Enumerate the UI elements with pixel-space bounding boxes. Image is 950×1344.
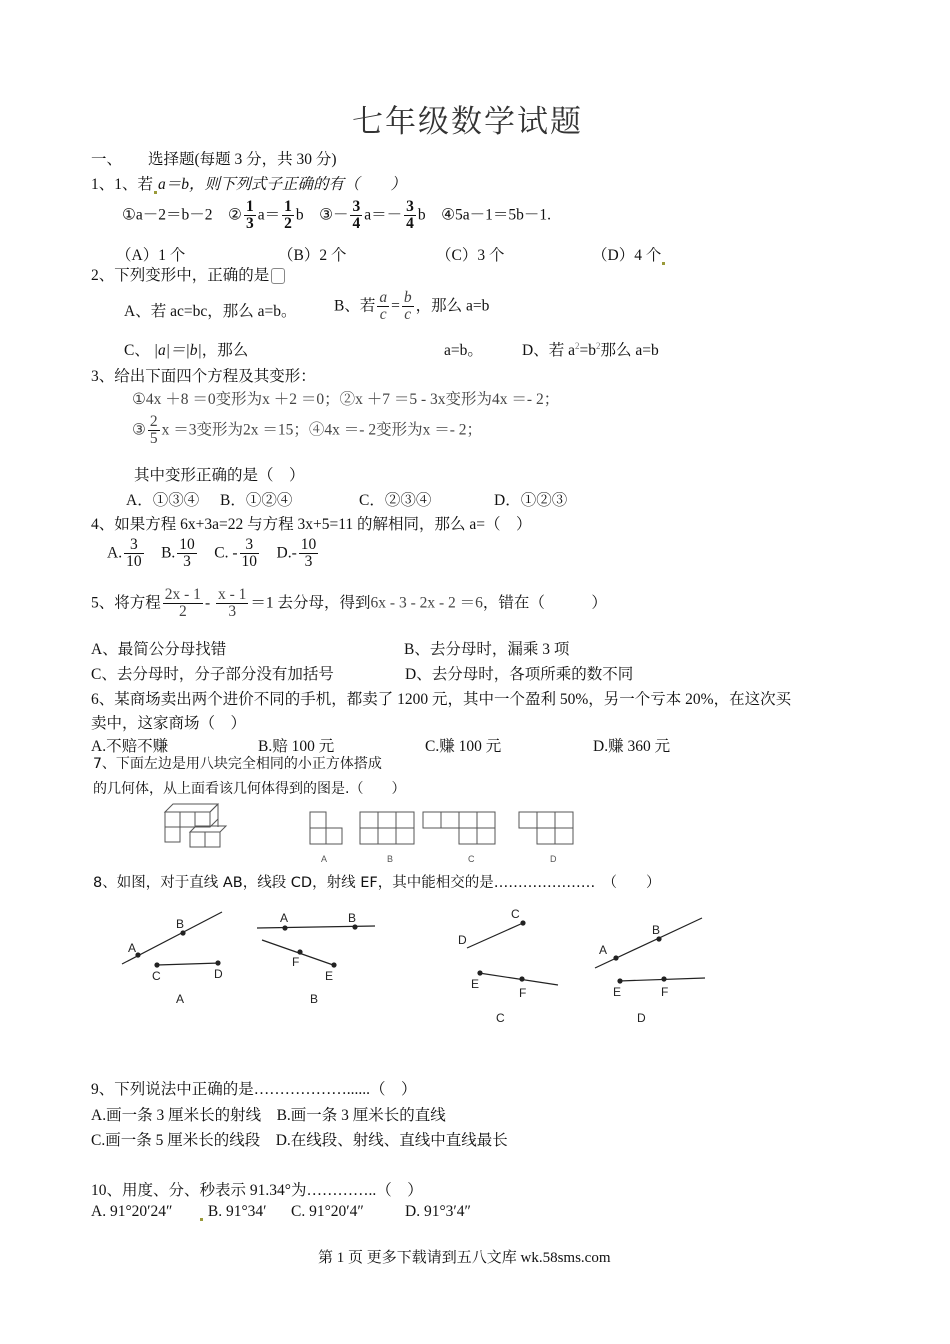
q2-option-d: D、若 $a^2=b^2$那么 a=b	[522, 340, 659, 359]
fig-a-point-b: B	[176, 917, 185, 931]
q3-choice-a: A．①③④	[126, 492, 200, 509]
fig-b-point-f: F	[292, 955, 300, 969]
q3-choice-c: C．②③④	[359, 492, 432, 509]
q3-stem: 3、给出下面四个方程及其变形：	[91, 368, 316, 385]
q7-label-d: D	[550, 854, 557, 864]
fig-c-point-d: D	[458, 933, 467, 947]
q9-stem: 9、下列说法中正确的是………………......（ ）	[91, 1081, 417, 1098]
fig-d-point-f: F	[661, 985, 669, 999]
q10-stem: 10、用度、分、秒表示 91.34°为…………..（ ）	[91, 1182, 423, 1199]
q6-choice-b: B.赔 100 元	[258, 738, 335, 755]
fig-d	[595, 918, 705, 1025]
q4-stem: 4、如果方程 6x+3a=22 与方程 3x+5=11 的解相同，那么 a=（ ）	[91, 516, 532, 533]
q1-choice-c: （C）3 个	[436, 247, 505, 264]
q1-choice-b: （B）2 个	[278, 247, 347, 264]
q1-stem: 1、1、若 a＝b，则下列式子正确的有（ ）	[91, 176, 407, 193]
fig-c-point-c: C	[511, 907, 520, 921]
mark-dot	[200, 1218, 203, 1221]
top-view-c	[423, 812, 495, 844]
fig-c-caption: C	[496, 1011, 505, 1025]
q3-line2: ③ $\frac{2}{5}$ x ＝3变形为2x ＝15；④4x ＝- 2变形为x ＝- 2；	[132, 413, 482, 448]
q5-option-a: A、最简公分母找错	[91, 641, 227, 658]
q1-options: ①a－2＝b－2 ② $\frac{1}{3}$ a＝ $\frac{1}{2}$ b ③－ $\frac{3}{4}$ a＝－ $\frac{3}{4}$ b ④5a－1＝5b－1.	[122, 198, 552, 233]
section-number: 一、	[91, 151, 123, 168]
q9-options-2: C.画一条 5 厘米长的线段 D.在线段、射线、直线中直线最长	[91, 1132, 508, 1149]
fig-b	[257, 911, 375, 1006]
q4-choices: A. $\frac{3}{10}$ B. $\frac{10}{3}$ C. - $\frac{3}{10}$ D.- $\frac{10}{3}$	[107, 536, 317, 571]
q2-option-c: C、 |a|＝|b|，那么	[124, 342, 249, 359]
q6-line2: 卖中，这家商场（ ）	[91, 715, 247, 732]
q8-figures	[110, 900, 720, 1030]
fig-c-point-f: F	[519, 986, 527, 1000]
fig-a	[122, 912, 223, 1006]
fig-d-point-e: E	[613, 985, 622, 999]
q3-ask: 其中变形正确的是（ ）	[134, 467, 305, 484]
q5-option-d: D、去分母时，各项所乘的数不同	[405, 666, 634, 683]
fig-d-point-b: B	[652, 923, 661, 937]
fig-b-point-b: B	[348, 911, 357, 925]
q5-option-b: B、去分母时，漏乘 3 项	[404, 641, 570, 658]
q5-stem: 5、将方程 $\frac{2x - 1}{2}$ - $\frac{x - 1}{3}$ ＝1 去分母，得到6x - 3 - 2x - 2 ＝6，错在（ ）	[91, 586, 607, 621]
q2-option-b: B、若 $\frac{a}{c}$ = $\frac{b}{c}$ ，那么 a=b	[334, 289, 490, 324]
q9-options-1: A.画一条 3 厘米长的射线 B.画一条 3 厘米长的直线	[91, 1107, 446, 1124]
fig-c	[458, 907, 558, 1025]
page-footer: 第 1 页 更多下载请到五八文库 wk.58sms.com	[318, 1250, 611, 1266]
q6-choice-a: A.不赔不赚	[91, 738, 169, 755]
fig-b-point-e: E	[325, 969, 334, 983]
cube-solid-figure	[165, 804, 226, 847]
q7-label-c: C	[468, 854, 475, 864]
q10-choice-b: B. 91°34′	[199, 1203, 267, 1221]
q3-line1: ①4x ＋8 ＝0变形为x ＋2 ＝0；②x ＋7 ＝5 - 3x变形为4x ＝- 2；	[132, 391, 560, 408]
q7-line2: 的几何体，从上面看该几何体得到的图是.（ ）	[93, 781, 406, 797]
q10-choice-a: A. 91°20′24″	[91, 1203, 173, 1220]
q5-option-c: C、去分母时，分子部分没有加括号	[91, 666, 334, 683]
q7-label-a: A	[321, 854, 328, 864]
fig-d-caption: D	[637, 1011, 646, 1025]
fig-a-point-a: A	[128, 941, 137, 955]
q6-choice-c: C.赚 100 元	[425, 738, 502, 755]
fig-a-point-c: C	[152, 969, 161, 983]
q7-line1: 7、下面左边是用八块完全相同的小正方体搭成	[93, 756, 382, 772]
page-title: 七年级数学试题	[352, 104, 583, 140]
fig-b-caption: B	[310, 992, 319, 1006]
q6-choice-d: D.赚 360 元	[593, 738, 671, 755]
q10-choice-c: C. 91°20′4″	[291, 1203, 364, 1220]
q7-label-b: B	[387, 854, 394, 864]
q2-stem: 2、下列变形中，正确的是	[91, 263, 285, 285]
fig-c-point-e: E	[471, 977, 480, 991]
q8-stem: 8、如图，对于直线 AB，线段 CD，射线 EF，其中能相交的是………………… （ ）	[93, 875, 661, 891]
q3-choice-b: B．①②④	[220, 492, 293, 509]
q2-option-a: A、若 ac=bc，那么 a=b。	[124, 303, 297, 320]
top-view-d	[519, 812, 573, 844]
q6-line1: 6、某商场卖出两个进价不同的手机，都卖了 1200 元，其中一个盈利 50%，另一个亏本 20%，在这次买	[91, 691, 792, 708]
top-view-b	[360, 812, 414, 844]
top-view-a	[310, 812, 342, 844]
fig-d-point-a: A	[599, 943, 608, 957]
q7-figures	[150, 800, 590, 870]
q1-choice-d: （D）4 个	[592, 243, 666, 265]
fig-a-caption: A	[176, 992, 185, 1006]
mark-dot	[154, 191, 157, 194]
fig-b-point-a: A	[280, 911, 289, 925]
q1-choice-a: （A）1 个	[116, 247, 186, 264]
q3-choice-d: D．①②③	[494, 492, 568, 509]
q10-choice-d: D. 91°3′4″	[405, 1203, 471, 1220]
section-label: 选择题(每题 3 分，共 30 分)	[148, 151, 337, 168]
fig-a-point-d: D	[214, 967, 223, 981]
mark-dot	[662, 262, 665, 265]
q2-option-c-end: a=b。	[444, 342, 483, 359]
